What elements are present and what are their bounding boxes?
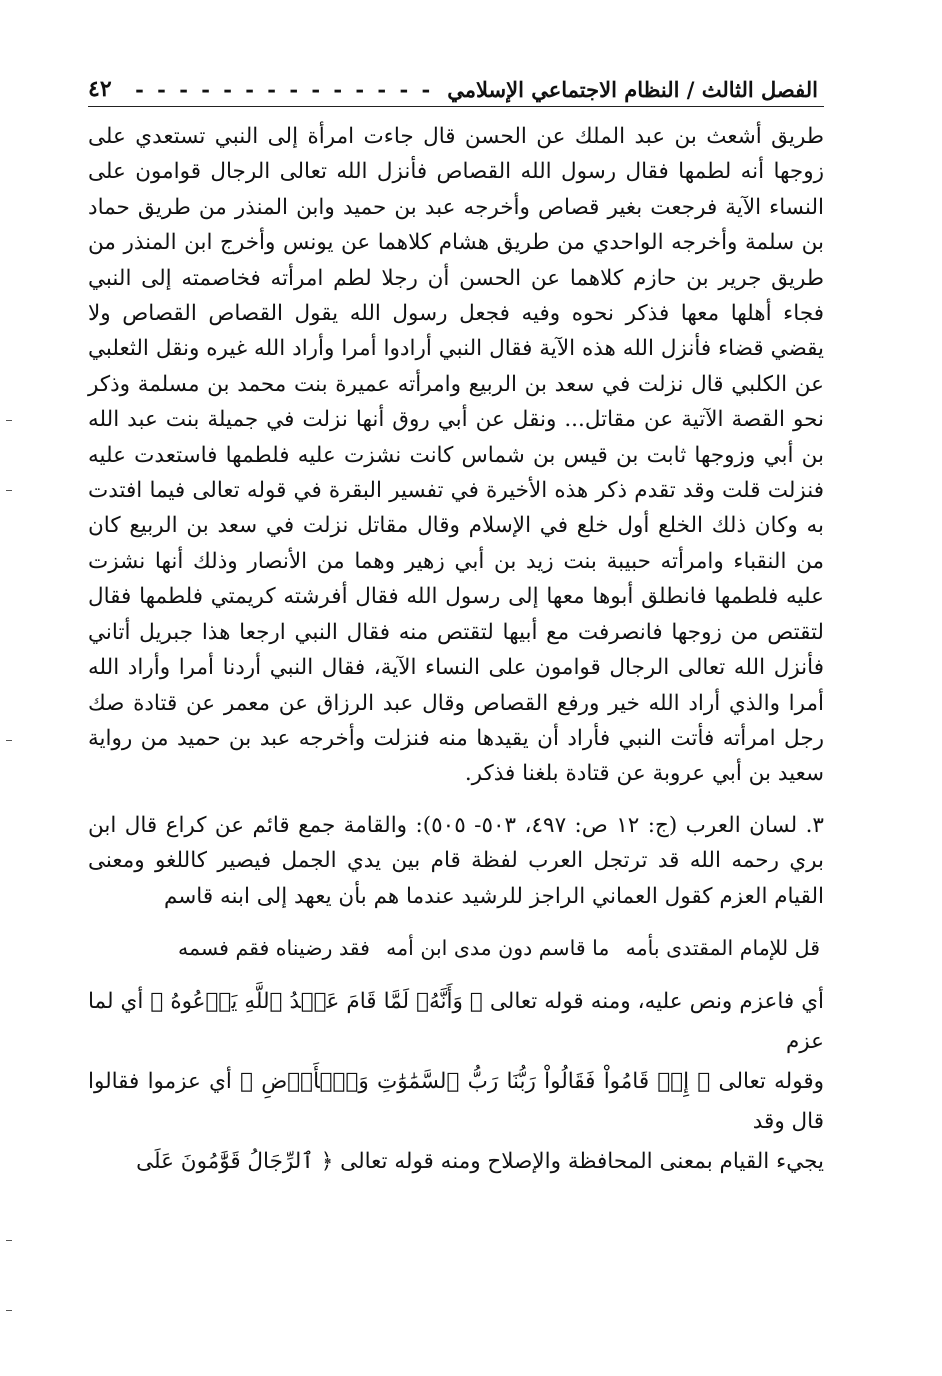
scan-margin-mark: [6, 1310, 12, 1311]
scan-margin-mark: [6, 740, 12, 741]
footnote-text: ٣. لسان العرب (ج: ١٢ ص: ٤٩٧، ٥٠٣- ٥٠٥): والقامة جمع قائم عن كراع قال ابن بري رحمه الله قد ترتجل العرب لفظة قام بين يدي الجمل فيصير كاللغو ومعنى القيام العزم كقول العماني الراجز للرشيد عندما هم بأن يعهد إلى ابنه قاسم: [88, 812, 824, 909]
header-dashes: - - - - - - - - - - - - - -: [135, 77, 434, 102]
closing-text: [88, 982, 824, 1182]
poem-verse: [178, 932, 820, 964]
poem-hemistich-2: ما قاسم دون مدى ابن أمه: [386, 935, 610, 960]
closing-line-2: وقوله تعالى ﴿ إِذۡ قَامُواْ فَقَالُواْ رَبُّنَا رَبُّ ٱلسَّمَٰوَٰتِ وَٱلۡأَرۡضِ ﴾ أي عزموا فقالوا قال وقد: [88, 1068, 824, 1134]
footnote-block: [88, 808, 824, 914]
main-paragraph: [88, 119, 824, 792]
header-title-group: [135, 77, 818, 102]
scan-margin-mark: [6, 490, 12, 491]
poem-hemistich-3: فقد رضيناه فقم فسمه: [178, 935, 370, 960]
poem-hemistich-1: قل للإمام المقتدى بأمه: [625, 935, 820, 960]
chapter-title: الفصل الثالث / النظام الاجتماعي الإسلامي: [447, 77, 818, 102]
closing-line-3: يجيء القيام بمعنى المحافظة والإصلاح ومنه قوله تعالى ﴿ ٱلرِّجَالُ قَوَّٰمُونَ عَلَى: [136, 1148, 824, 1174]
paragraph-text: طريق أشعث بن عبد الملك عن الحسن قال جاءت امرأة إلى النبي تستعدي على زوجها أنه لطمها فقال رسول الله القصاص فأنزل الله تعالى الرجال قوامون على النساء الآية فرجعت بغير قصاص وأخرجه عبد بن حميد وابن المنذر من طريق حماد بن سلمة وأخرجه الواحدي من طريق هشام كلاهما عن يونس وأخرج ابن المنذر من طريق جرير بن حازم كلاهما عن الحسن أن رجلا لطم امرأته فخاصمته إلى النبي فجاء أهلها معها فذكر نحوه وفيه فجعل رسول الله يقول القصاص القصاص ولا يقضي قضاء فأنزل الله هذه الآية فقال النبي أرادوا أمرا وأراد الله غيره ونقل الثعلبي عن الكلبي قال نزلت في سعد بن الربيع وامرأته عميرة بنت محمد بن مسلمة وذكر نحو القصة الآتية عن مقاتل... ونقل عن أبي روق أنها نزلت في جميلة بنت عبد الله بن أبي وزوجها ثابت بن قيس بن شماس كانت نشزت عليه فلطمها فاستعدت عليه فنزلت قلت وقد تقدم ذكر هذه الأخيرة في تفسير البقرة في قوله تعالى فيما افتدت به وكان ذلك الخلع أول خلع في الإسلام وقال مقاتل نزلت في سعد بن الربيع كان من النقباء وامرأته حبيبة بنت زيد بن أبي زهير وهما من الأنصار وذلك أنها نشزت عليه فلطمها فانطلق أبوها معها إلى رسول الله فقال أفرشته كريمتي فلطمها فقال لتقتص من زوجها فانصرفت مع أبيها لتقتص منه فقال النبي ارجعا هذا جبريل أتاني فأنزل الله تعالى الرجال قوامون على النساء الآية، فقال النبي أردنا أمرا وأراد الله أمرا والذي أراد الله خير ورفع القصاص وقال عبد الرزاق عن معمر عن قتادة صك رجل امرأته فأتت النبي فأراد أن يقيدها منه فنزلت وأخرجه عبد بن حميد من رواية سعيد بن أبي عروبة عن قتادة بلغنا فذكر.: [88, 124, 824, 787]
running-header: [88, 58, 824, 107]
page-number: ٤٢: [88, 76, 112, 102]
book-page: [88, 58, 824, 1348]
scan-margin-mark: [6, 1240, 12, 1241]
closing-line-1: أي فاعزم ونص عليه، ومنه قوله تعالى ﴿ وَأَنَّهُۥ لَمَّا قَامَ عَبۡدُ ٱللَّهِ يَدۡعُوهُ ﴾ أي لما عزم: [88, 988, 824, 1054]
scan-margin-mark: [6, 420, 12, 421]
